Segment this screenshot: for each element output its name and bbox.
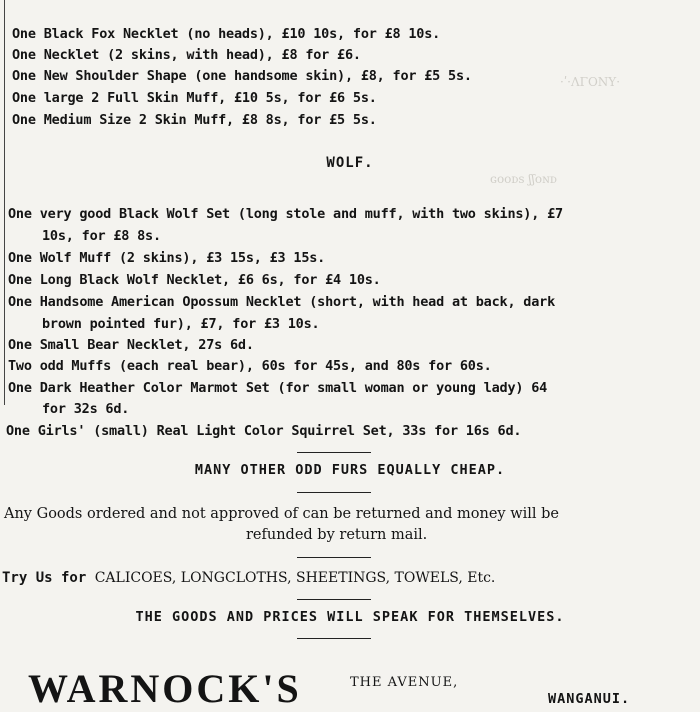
fur-item-line: One Handsome American Opossum Necklet (short, with head at back, dark xyxy=(8,294,556,310)
fur-item-line: One Long Black Wolf Necklet, £6 6s, for £4 10s. xyxy=(8,272,381,288)
fur-item-line: 10s, for £8 8s. xyxy=(42,228,161,244)
return-policy-text: Any Goods ordered and not approved of can be returned and money will be xyxy=(4,506,560,522)
store-name: WARNOCK'S xyxy=(28,666,302,711)
fur-item-line: One large 2 Full Skin Muff, £10 5s, for £6 5s. xyxy=(12,90,377,106)
divider-rule xyxy=(297,492,371,493)
try-us-goods: CALICOES, LONGCLOTHS, SHEETINGS, TOWELS, Etc. xyxy=(94,570,496,586)
fur-item-line: brown pointed fur), £7, for £3 10s. xyxy=(42,316,320,332)
bleed-through-mark: ·ʹ·ΛΓΟΝΥ· xyxy=(560,75,621,89)
divider-rule xyxy=(297,452,371,453)
fur-item-line: One Medium Size 2 Skin Muff, £8 8s, for £5 5s. xyxy=(12,112,377,128)
fur-item-line: One Necklet (2 skins, with head), £8 for £6. xyxy=(12,47,361,63)
many-other-furs-banner: MANY OTHER ODD FURS EQUALLY CHEAP. xyxy=(194,462,506,478)
return-policy-text: refunded by return mail. xyxy=(246,527,428,543)
fur-item-line: One Black Fox Necklet (no heads), £10 10s, for £8 10s. xyxy=(12,26,441,42)
fur-item-line: One Wolf Muff (2 skins), £3 15s, £3 15s. xyxy=(8,250,326,266)
divider-rule xyxy=(297,638,371,639)
fur-item-line: One Dark Heather Color Marmot Set (for small woman or young lady) 64 xyxy=(8,380,548,396)
divider-rule xyxy=(297,557,371,558)
goods-prices-banner: THE GOODS AND PRICES WILL SPEAK FOR THEMSELVES. xyxy=(135,609,565,625)
store-town: WANGANUI. xyxy=(548,691,631,707)
try-us-line xyxy=(2,570,495,586)
section-heading-wolf: WOLF. xyxy=(326,155,374,171)
fur-item-line: One Girls' (small) Real Light Color Squirrel Set, 33s for 16s 6d. xyxy=(6,423,522,439)
store-address: THE AVENUE, xyxy=(350,675,459,690)
fur-item-line: One very good Black Wolf Set (long stole and muff, with two skins), £7 xyxy=(8,206,563,222)
bleed-through-mark: ɢooᴅs ʃʃᴏɴᴅ xyxy=(490,172,557,186)
fur-item-line: for 32s 6d. xyxy=(42,401,130,417)
fur-item-line: One New Shoulder Shape (one handsome skin), £8, for £5 5s. xyxy=(12,68,472,84)
try-us-lead: Try Us for xyxy=(2,570,95,586)
divider-rule xyxy=(297,599,371,600)
column-rule xyxy=(4,0,5,405)
fur-item-line: One Small Bear Necklet, 27s 6d. xyxy=(8,337,254,353)
fur-item-line: Two odd Muffs (each real bear), 60s for 45s, and 80s for 60s. xyxy=(8,358,492,374)
